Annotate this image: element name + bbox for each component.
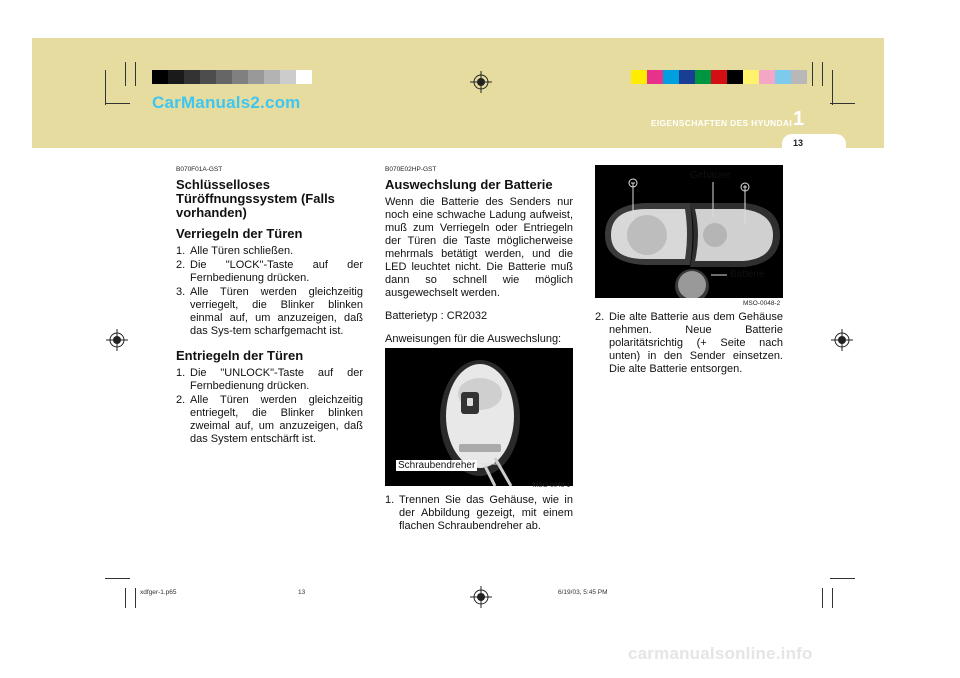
registration-mark-icon — [106, 329, 128, 351]
intro-paragraph: Wenn die Batterie des Senders nur noch eine schwache Ladung aufweist, muß zum Verriegeln oder Entriegeln der Türen die Taste möglicherweise mehrmals betätigt werden, und die LED leuchtet nicht. Die Batterie muß dann so schnell wie möglich ausgewechselt werden. — [385, 196, 573, 299]
crop-mark — [105, 70, 106, 105]
column-battery-replacement — [385, 163, 573, 356]
crop-mark — [105, 103, 130, 104]
column-battery-replacement-steps — [385, 494, 573, 534]
registration-mark-icon — [470, 71, 492, 93]
chapter-title: EIGENSCHAFTEN DES HYUNDAI — [650, 118, 792, 128]
unlock-heading: Entriegeln der Türen — [176, 348, 304, 363]
color-swatch — [647, 70, 663, 84]
list-item: 1. Trennen Sie das Gehäuse, wie in der Abbildung gezeigt, mit einem flachen Schraubendreher ab. — [385, 494, 573, 532]
color-swatch — [264, 70, 280, 84]
color-swatch — [152, 70, 168, 84]
figure-label-screwdriver: Schraubendreher — [398, 460, 476, 471]
crop-mark — [125, 588, 126, 608]
list-item: 2. Die alte Batterie aus dem Gehäuse nehmen. Neue Batterie polaritätsrichtig (+ Seite nach unten) in den Sender einsetzen. Die alte Batterie entsorgen. — [595, 311, 783, 375]
column-keyless-entry — [176, 163, 363, 447]
crop-mark — [125, 62, 126, 86]
crop-mark — [105, 578, 130, 579]
lock-steps — [176, 245, 363, 338]
crop-mark — [832, 588, 833, 608]
figure-label-housing: Gehäuse — [690, 170, 731, 181]
registration-mark-icon — [831, 329, 853, 351]
color-swatch — [711, 70, 727, 84]
section-title: Auswechslung der Batterie — [385, 177, 553, 192]
color-swatch — [743, 70, 759, 84]
section-code: B070E02HP-GST — [385, 166, 437, 173]
registration-mark-icon — [470, 586, 492, 608]
color-swatch — [168, 70, 184, 84]
figure-code: MSO-0048-2 — [743, 300, 781, 307]
column-battery-insert-steps — [595, 311, 783, 377]
footer-date: 6/19/03, 5:45 PM — [558, 589, 608, 596]
list-item: 1. Die "UNLOCK"-Taste auf der Fernbedienung drücken. — [176, 367, 363, 392]
page-tab — [782, 134, 846, 154]
color-swatch — [216, 70, 232, 84]
step-list — [385, 494, 573, 533]
section-title: Schlüsselloses Türöffnungssystem (Falls vorhanden) — [176, 177, 335, 220]
watermark-top[interactable]: CarManuals2.com — [152, 93, 301, 112]
chapter-number: 1 — [793, 108, 805, 130]
footer-file: xdfger-1.p65 — [140, 589, 177, 596]
color-swatch — [759, 70, 775, 84]
color-swatch — [663, 70, 679, 84]
battery-type: Batterietyp : CR2032 — [385, 310, 488, 322]
color-swatch — [775, 70, 791, 84]
lock-heading: Verriegeln der Türen — [176, 226, 303, 241]
crop-mark — [830, 103, 855, 104]
color-swatch — [679, 70, 695, 84]
footer-page: 13 — [298, 589, 306, 596]
color-swatch — [184, 70, 200, 84]
color-swatch — [248, 70, 264, 84]
figure-code: MSO-0048-1 — [533, 482, 571, 489]
color-swatch — [791, 70, 807, 84]
watermark-bottom[interactable]: carmanualsonline.info — [628, 644, 813, 663]
instructions-label: Anweisungen für die Auswechslung: — [385, 333, 562, 345]
unlock-steps — [176, 367, 363, 446]
color-swatch — [695, 70, 711, 84]
list-item: 1. Alle Türen schließen. — [176, 245, 294, 257]
crop-mark — [830, 578, 855, 579]
color-swatch — [727, 70, 743, 84]
color-swatch — [280, 70, 296, 84]
color-swatch — [200, 70, 216, 84]
crop-mark — [135, 588, 136, 608]
crop-mark — [135, 62, 136, 86]
color-swatch — [232, 70, 248, 84]
crop-mark — [832, 70, 833, 105]
crop-mark — [822, 588, 823, 608]
color-swatch — [631, 70, 647, 84]
list-item: 2. Alle Türen werden gleichzeitig entriegelt, die Blinker blinken zweimal auf, um anzuzeigen, daß das System entschärft ist. — [176, 394, 363, 445]
list-item: 2. Die "LOCK"-Taste auf der Fernbedienung drücken. — [176, 259, 363, 284]
step-list — [595, 311, 783, 376]
crop-mark — [822, 62, 823, 86]
color-swatch — [296, 70, 312, 84]
list-item: 3. Alle Türen werden gleichzeitig verriegelt, die Blinker blinken einmal auf, um anzuzeigen, daß das Sys-tem scharfgemacht ist. — [176, 286, 363, 337]
figure-label-battery: Batterie — [730, 269, 765, 280]
grayscale-color-bar — [152, 70, 312, 84]
page-number: 13 — [793, 138, 804, 148]
section-code: B070F01A-GST — [176, 166, 223, 173]
crop-mark — [812, 62, 813, 86]
cmyk-color-bar — [631, 70, 807, 84]
